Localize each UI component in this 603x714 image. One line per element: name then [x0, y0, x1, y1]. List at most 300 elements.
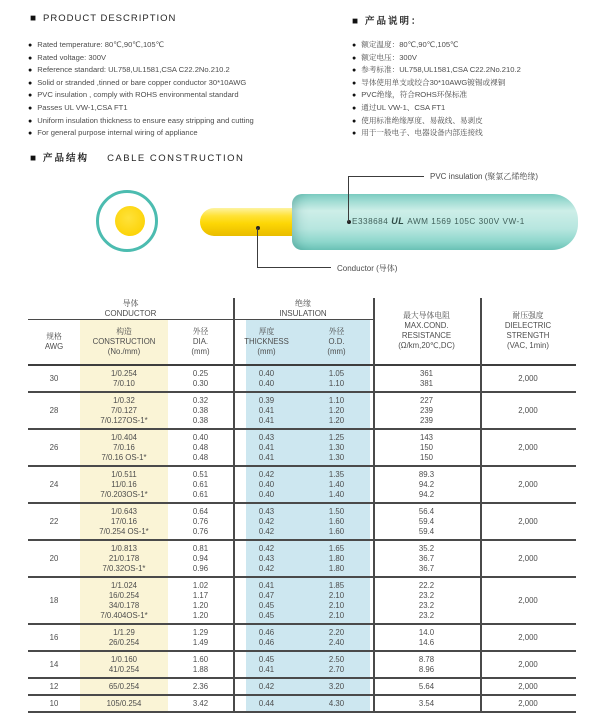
header-line: THICKNESS: [244, 337, 289, 347]
cell-line: 0.41: [258, 415, 275, 425]
cell-dia: [168, 682, 233, 692]
bullet-item: [28, 102, 254, 115]
cell-od: [300, 433, 373, 463]
header-line: 绝缘: [295, 299, 311, 308]
cell-dielectric: [480, 406, 576, 416]
bullet-text: 通过UL VW-1、CSA FT1: [361, 102, 446, 112]
header-line: CONDUCTOR: [104, 309, 157, 318]
cell-line: 2.10: [328, 600, 345, 610]
bullet-icon: ●: [28, 42, 33, 49]
cell-line: 0.96: [192, 563, 209, 573]
cell-construction: [80, 507, 168, 537]
cell-line: 2,000: [518, 632, 538, 642]
spec-table-body: [28, 366, 576, 713]
cell-line: 381: [419, 378, 433, 388]
bullet-item: [28, 115, 254, 128]
cell-resistance: [373, 396, 480, 426]
cell-dia: [168, 655, 233, 675]
table-row-awg-30: [28, 366, 576, 393]
bullet-item: [352, 77, 521, 90]
cell-line: 1/0.404: [110, 432, 137, 442]
table-divider: [480, 298, 482, 713]
section-square-icon: ■: [352, 16, 359, 27]
cell-line: 1/0.254: [110, 368, 137, 378]
header-line: 外径: [328, 327, 345, 337]
cell-line: 20: [49, 553, 59, 563]
cell-line: 0.61: [192, 479, 209, 489]
table-row-awg-12: [28, 679, 576, 696]
cable-cross-section-diagram: [96, 190, 158, 252]
insulation-group-header: [233, 298, 373, 320]
header-line: AWG: [44, 342, 64, 351]
bullet-item: [28, 77, 254, 90]
product-notes-cn-list: [352, 39, 521, 140]
cell-resistance: [373, 369, 480, 389]
table-row-awg-18: [28, 578, 576, 625]
cell-line: 23.2: [418, 590, 435, 600]
cell-line: 21/0.178: [108, 553, 140, 563]
cell-awg: [28, 443, 80, 453]
cell-line: 2,000: [518, 442, 538, 452]
cell-line: 1.05: [328, 368, 345, 378]
bullet-icon: ●: [352, 42, 357, 49]
header-line: RESISTANCE: [401, 331, 452, 340]
cell-thickness: [233, 369, 300, 389]
cell-line: 0.61: [192, 489, 209, 499]
cell-line: 1.60: [192, 654, 209, 664]
cell-line: 18: [49, 595, 59, 605]
cell-construction: [80, 544, 168, 574]
cell-line: 22.2: [418, 580, 435, 590]
cell-line: 16/0.254: [108, 590, 140, 600]
cell-line: 0.48: [192, 442, 209, 452]
cell-line: 0.43: [258, 506, 275, 516]
cell-line: 2,000: [518, 681, 538, 691]
cell-thickness: [233, 507, 300, 537]
cell-awg: [28, 660, 80, 670]
cell-dielectric: [480, 554, 576, 564]
bullet-text: 参考标准：UL758,UL1581,CSA C22.2No.210.2: [361, 65, 521, 75]
bullet-icon: ●: [352, 104, 357, 112]
header-line: (VAC, 1min): [507, 340, 549, 350]
bullet-item: [352, 102, 521, 115]
header-line: DIA.: [192, 337, 209, 347]
cell-line: 8.96: [418, 664, 435, 674]
cell-line: 0.30: [192, 378, 209, 388]
insulation-label: PVC insulation (聚氯乙烯绝缘): [430, 172, 539, 181]
cell-line: 2.36: [192, 681, 209, 691]
bullet-item: [28, 52, 254, 65]
cell-construction: [80, 369, 168, 389]
cell-line: 1.65: [328, 543, 345, 553]
header-line: O.D.: [328, 337, 345, 347]
cell-construction: [80, 682, 168, 692]
spec-table-header: [28, 298, 576, 366]
cell-line: 1/0.643: [110, 506, 137, 516]
cell-line: 24: [49, 479, 59, 489]
cell-line: 0.40: [258, 489, 275, 499]
cell-line: 8.78: [418, 654, 435, 664]
cell-resistance: [373, 581, 480, 621]
header-line: (mm): [257, 346, 276, 356]
cell-line: 14.0: [418, 627, 435, 637]
cell-line: 1.10: [328, 378, 345, 388]
cell-awg: [28, 596, 80, 606]
cell-line: 94.2: [418, 489, 435, 499]
cell-line: 16: [49, 632, 59, 642]
cell-thickness: [233, 682, 300, 692]
cell-line: 94.2: [418, 479, 435, 489]
cell-od: [300, 544, 373, 574]
bullet-text: PVC绝缘，符合ROHS环保标准: [361, 90, 468, 100]
cell-line: 56.4: [418, 506, 435, 516]
product-notes-cn-title: ■ 产品说明：: [352, 16, 423, 27]
cell-construction: [80, 581, 168, 621]
cell-line: 150: [419, 452, 433, 462]
product-description-list: [28, 39, 254, 140]
cell-line: 3.42: [192, 698, 209, 708]
bullet-text: Uniform insulation thickness to ensure easy stripping and cutting: [37, 115, 254, 125]
bullet-item: [352, 64, 521, 77]
col-header-resistance: [373, 298, 480, 364]
cell-line: 0.47: [258, 590, 275, 600]
header-line: 规格: [46, 332, 62, 342]
table-divider: [373, 298, 375, 713]
cell-line: 0.45: [258, 600, 275, 610]
cell-line: 34/0.178: [108, 600, 140, 610]
cell-line: 1.30: [328, 452, 345, 462]
conductor-label: Conductor (导体): [337, 264, 398, 273]
bullet-text: 导体使用单支或绞合30*10AWG镀锡或裸铜: [361, 77, 506, 87]
cell-line: 1.30: [328, 442, 345, 452]
col-header-dia: [168, 320, 233, 364]
cell-line: 1.60: [328, 526, 345, 536]
cell-line: 36.7: [418, 563, 435, 573]
cell-line: 2,000: [518, 516, 538, 526]
cell-construction: [80, 433, 168, 463]
conductor-group-header: [28, 298, 233, 320]
cell-dia: [168, 581, 233, 621]
cell-awg: [28, 699, 80, 709]
cell-line: 1.80: [328, 563, 345, 573]
bullet-icon: ●: [28, 67, 33, 75]
cell-construction: [80, 628, 168, 648]
cross-section-conductor-core: [115, 206, 145, 236]
header-line: 耐压强度: [512, 311, 544, 321]
cell-line: 14.6: [418, 637, 435, 647]
header-line: 最大导体电阻: [403, 311, 450, 321]
cell-line: 0.42: [258, 469, 275, 479]
cell-od: [300, 507, 373, 537]
cell-line: 10: [49, 698, 59, 708]
header-line: MAX.COND.: [404, 321, 449, 331]
cell-dielectric: [480, 682, 576, 692]
cable-construction-title: ■ 产品结构 CABLE CONSTRUCTION: [30, 153, 245, 164]
cell-line: 1.50: [328, 506, 345, 516]
cell-line: 2.20: [328, 627, 345, 637]
bullet-text: Solid or stranded ,tinned or bare copper conductor 30*10AWG: [37, 77, 247, 87]
cell-line: 0.41: [258, 664, 275, 674]
cell-line: 30: [49, 373, 59, 383]
col-header-awg: [28, 320, 80, 364]
cell-line: 0.40: [258, 368, 275, 378]
cell-line: 59.4: [418, 526, 435, 536]
header-line: (mm): [327, 346, 346, 356]
cell-od: [300, 628, 373, 648]
cell-resistance: [373, 699, 480, 709]
cell-line: 5.64: [418, 681, 435, 691]
cell-line: 4.30: [328, 698, 345, 708]
bullet-item: [352, 52, 521, 65]
cell-line: 0.43: [258, 553, 275, 563]
cell-line: 65/0.254: [108, 681, 140, 691]
cell-dielectric: [480, 517, 576, 527]
cell-line: 22: [49, 516, 59, 526]
cell-line: 2,000: [518, 479, 538, 489]
cell-line: 1.20: [192, 600, 209, 610]
cell-line: 1/1.024: [110, 580, 137, 590]
cell-line: 0.51: [192, 469, 209, 479]
cell-awg: [28, 682, 80, 692]
cell-line: 0.64: [192, 506, 209, 516]
bullet-icon: ●: [28, 117, 33, 125]
bullet-text: Rated voltage: 300V: [37, 52, 107, 62]
cell-awg: [28, 480, 80, 490]
bullet-icon: ●: [352, 92, 357, 100]
conductor-leader-line: [257, 228, 258, 268]
cell-line: 7/0.404OS-1*: [100, 610, 148, 620]
cell-dielectric: [480, 699, 576, 709]
bullet-text: For general purpose internal wiring of appliance: [37, 128, 198, 138]
header-line: CONSTRUCTION: [92, 337, 156, 347]
cell-line: 89.3: [418, 469, 435, 479]
cell-line: 7/0.203OS-1*: [100, 489, 148, 499]
bullet-text: Reference standard: UL758,UL1581,CSA C22.2No.210.2: [37, 65, 230, 75]
cell-line: 1/0.160: [110, 654, 137, 664]
cell-line: 2.40: [328, 637, 345, 647]
cell-line: 0.42: [258, 516, 275, 526]
bullet-text: PVC insulation , comply with ROHS environmental standard: [37, 90, 239, 100]
cell-line: 2,000: [518, 373, 538, 383]
cell-line: 14: [49, 659, 59, 669]
cell-line: 23.2: [418, 610, 435, 620]
cell-awg: [28, 406, 80, 416]
cell-awg: [28, 374, 80, 384]
cell-resistance: [373, 470, 480, 500]
cell-line: 7/0.16: [113, 442, 135, 452]
cell-line: 1.02: [192, 580, 209, 590]
cell-line: 2,000: [518, 553, 538, 563]
bullet-item: [352, 39, 521, 52]
bullet-item: [352, 127, 521, 140]
cell-line: 11/0.16: [111, 479, 137, 489]
bullet-item: [28, 89, 254, 102]
cell-thickness: [233, 581, 300, 621]
cell-line: 0.46: [258, 637, 275, 647]
cell-dia: [168, 544, 233, 574]
cell-resistance: [373, 655, 480, 675]
cell-resistance: [373, 433, 480, 463]
cell-line: 2.10: [328, 610, 345, 620]
cell-line: 23.2: [418, 600, 435, 610]
cell-line: 105/0.254: [106, 698, 142, 708]
bullet-text: 额定电压：300V: [361, 52, 417, 62]
cell-line: 1.20: [328, 405, 345, 415]
cell-line: 1/0.32: [113, 395, 135, 405]
cell-resistance: [373, 682, 480, 692]
table-row-awg-20: [28, 541, 576, 578]
bullet-text: Rated temperature: 80℃,90℃,105℃: [37, 40, 165, 49]
cell-dielectric: [480, 633, 576, 643]
bullet-icon: ●: [28, 54, 33, 62]
cell-resistance: [373, 544, 480, 574]
cell-line: 1/1.29: [113, 627, 135, 637]
cell-od: [300, 581, 373, 621]
cell-line: 0.48: [192, 452, 209, 462]
cell-thickness: [233, 655, 300, 675]
cell-line: 0.42: [258, 563, 275, 573]
cell-line: 1.49: [192, 637, 209, 647]
col-header-od: [300, 320, 373, 364]
cell-line: 1/0.813: [110, 543, 137, 553]
cell-line: 1.80: [328, 553, 345, 563]
cell-line: 0.41: [258, 452, 275, 462]
header-line: 导体: [122, 299, 139, 308]
bullet-text: Passes UL VW-1,CSA FT1: [37, 102, 128, 112]
product-description-title: ■ PRODUCT DESCRIPTION: [30, 13, 177, 24]
cell-line: 1.60: [328, 516, 345, 526]
cell-line: 0.76: [192, 526, 209, 536]
cell-line: 0.40: [192, 432, 209, 442]
cell-line: 2,000: [518, 405, 538, 415]
cell-thickness: [233, 396, 300, 426]
cell-line: 0.25: [192, 368, 209, 378]
header-line: INSULATION: [279, 309, 327, 318]
cell-line: 0.39: [258, 395, 275, 405]
section-square-icon: ■: [30, 13, 37, 24]
cell-line: 35.2: [418, 543, 435, 553]
bullet-item: [28, 64, 254, 77]
header-line: (mm): [191, 346, 210, 356]
cell-line: 7/0.127: [110, 405, 137, 415]
cell-line: 1.88: [192, 664, 209, 674]
cell-construction: [80, 470, 168, 500]
cell-od: [300, 369, 373, 389]
cell-od: [300, 655, 373, 675]
conductor-leader-line: [257, 267, 331, 268]
header-line: (Ω/km,20℃,DC): [398, 340, 455, 350]
cell-line: 0.94: [192, 553, 209, 563]
header-line: 外径: [192, 327, 209, 337]
cell-line: 7/0.254 OS-1*: [99, 526, 149, 536]
ul-mark-icon: UL: [391, 216, 405, 226]
cell-line: 227: [419, 395, 433, 405]
cell-dielectric: [480, 480, 576, 490]
bullet-icon: ●: [28, 92, 33, 100]
table-row-awg-14: [28, 652, 576, 679]
cable-body-diagram: [292, 194, 578, 250]
cell-line: 239: [419, 405, 433, 415]
bullet-icon: ●: [28, 104, 33, 112]
cell-line: 1.29: [192, 627, 209, 637]
cell-line: 1.40: [328, 479, 345, 489]
bullet-text: 使用标准绝缘厚度、易裁线、易剥皮: [361, 115, 483, 125]
bullet-item: [352, 89, 521, 102]
cell-line: 0.46: [258, 627, 275, 637]
cell-line: 1/0.511: [111, 469, 137, 479]
cell-dia: [168, 699, 233, 709]
cell-line: 2,000: [518, 698, 538, 708]
cell-line: 0.45: [258, 610, 275, 620]
cell-od: [300, 682, 373, 692]
cell-resistance: [373, 628, 480, 648]
table-row-awg-22: [28, 504, 576, 541]
cell-line: 2,000: [518, 659, 538, 669]
cell-resistance: [373, 507, 480, 537]
bullet-icon: ●: [28, 79, 33, 87]
table-row-awg-24: [28, 467, 576, 504]
bullet-icon: ●: [352, 117, 357, 125]
cell-line: 1.20: [328, 415, 345, 425]
header-line: 构造: [116, 327, 132, 337]
cell-line: 150: [419, 442, 433, 452]
cell-thickness: [233, 699, 300, 709]
table-row-awg-28: [28, 393, 576, 430]
cell-line: 7/0.16 OS-1*: [101, 452, 147, 462]
header-line: 厚度: [258, 327, 275, 337]
bullet-icon: ●: [352, 79, 357, 87]
cell-line: 2.70: [328, 664, 345, 674]
cell-awg: [28, 517, 80, 527]
col-header-thickness: [233, 320, 300, 364]
header-line: (No./mm): [107, 346, 141, 356]
table-divider: [233, 298, 235, 713]
cell-line: 0.38: [192, 405, 209, 415]
cell-line: 0.42: [258, 543, 275, 553]
cell-line: 41/0.254: [108, 664, 140, 674]
table-row-awg-10: [28, 696, 576, 713]
cell-line: 2.50: [328, 654, 345, 664]
cell-line: 1.25: [328, 432, 345, 442]
header-line: DIELECTRIC: [504, 321, 552, 331]
cell-od: [300, 470, 373, 500]
bullet-item: [28, 127, 254, 140]
cell-od: [300, 699, 373, 709]
cell-line: 2,000: [518, 595, 538, 605]
cell-line: 1.85: [328, 580, 345, 590]
cell-dia: [168, 369, 233, 389]
cell-line: 0.40: [258, 378, 275, 388]
bullet-icon: ●: [352, 67, 357, 75]
bullet-item: [28, 39, 254, 52]
cell-line: 0.42: [258, 526, 275, 536]
cell-thickness: [233, 470, 300, 500]
cell-line: 12: [49, 681, 59, 691]
cell-line: 2.10: [328, 590, 345, 600]
cell-construction: [80, 655, 168, 675]
cell-line: 0.76: [192, 516, 209, 526]
bullet-item: [352, 115, 521, 128]
cell-line: 26: [49, 442, 59, 452]
header-line: STRENGTH: [506, 331, 550, 340]
cell-construction: [80, 699, 168, 709]
cell-line: 1.35: [328, 469, 345, 479]
cell-line: 0.38: [192, 415, 209, 425]
cell-dielectric: [480, 660, 576, 670]
cell-line: 0.44: [258, 698, 275, 708]
cell-line: 7/0.10: [113, 378, 135, 388]
cell-awg: [28, 554, 80, 564]
